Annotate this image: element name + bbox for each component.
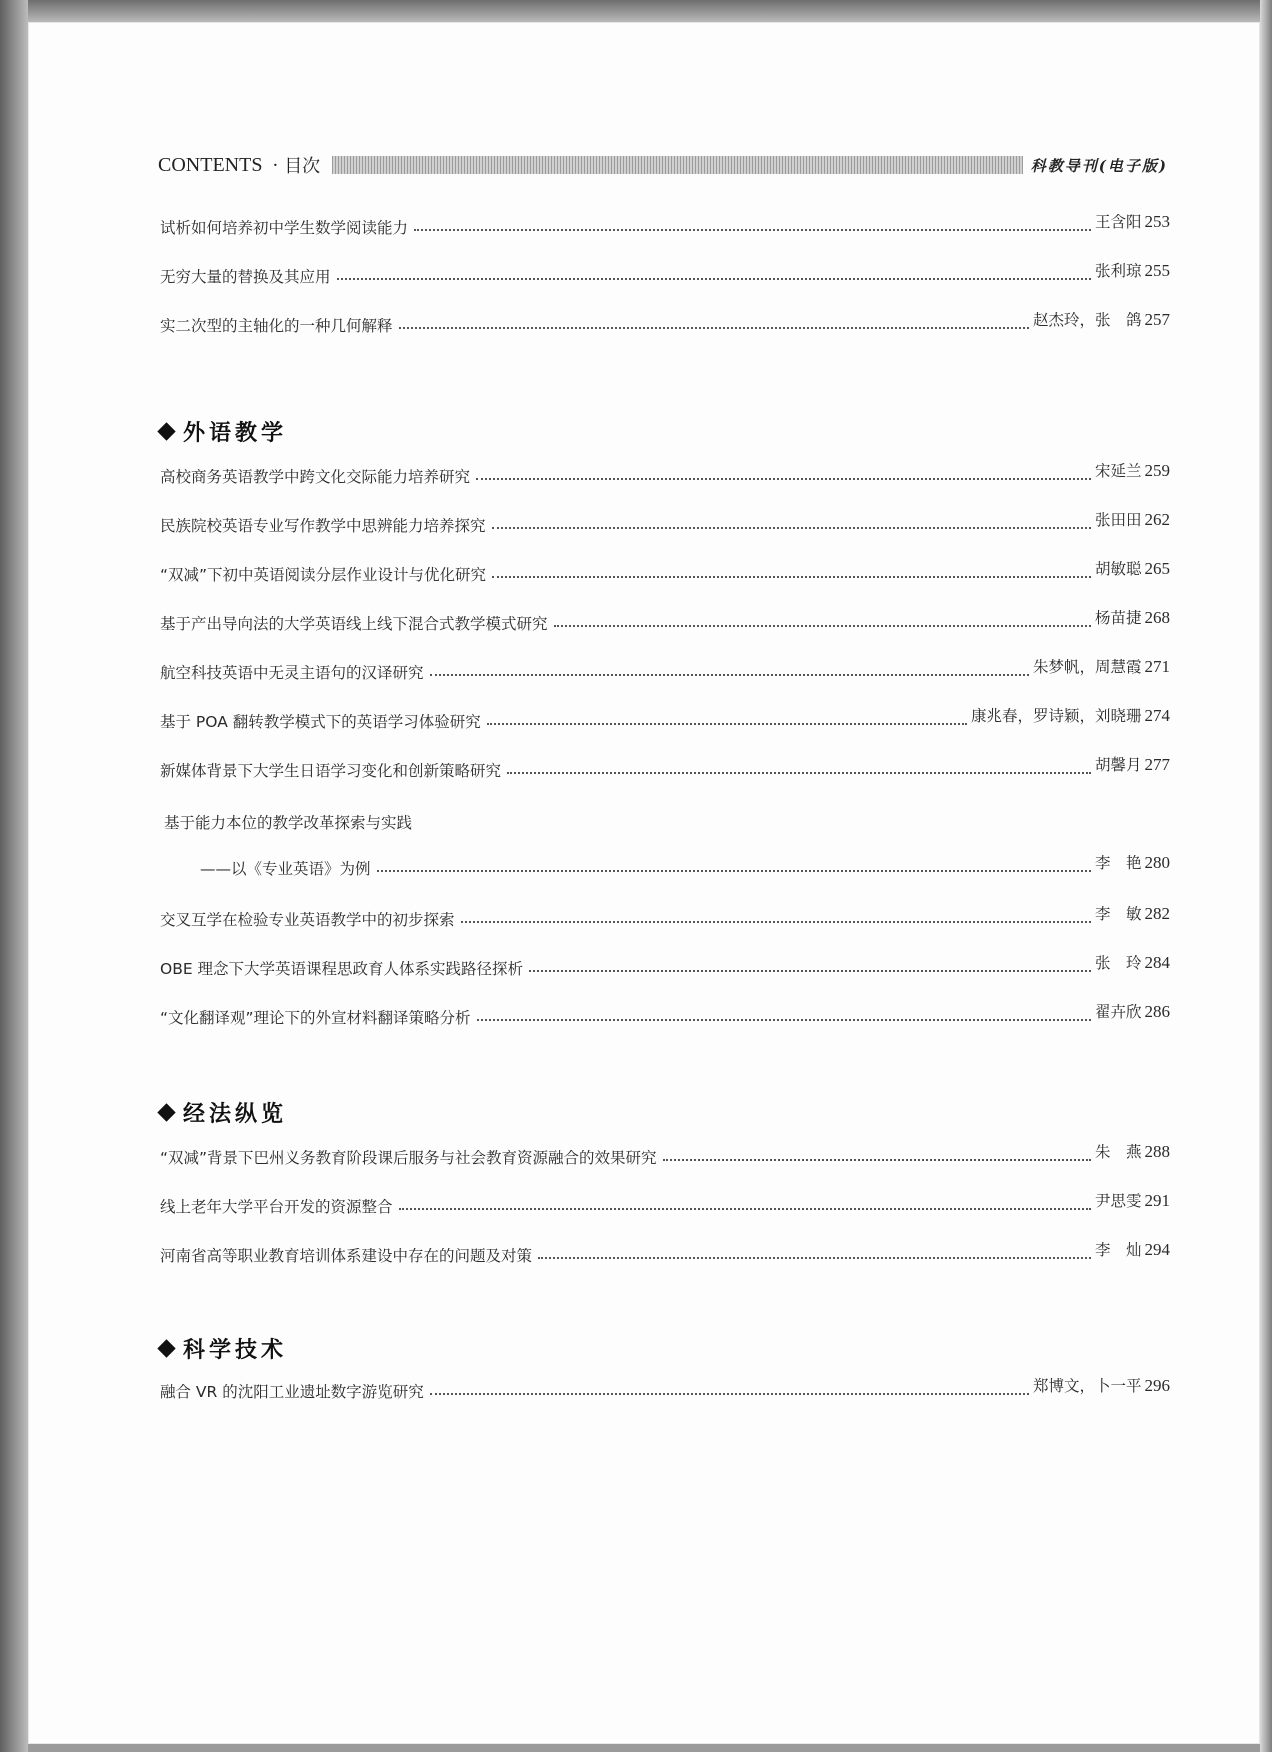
entry-authors: 张田田	[1094, 511, 1142, 529]
entry-title: 民族院校英语专业写作教学中思辨能力培养探究	[160, 517, 486, 535]
entry-title: OBE 理念下大学英语课程思政育人体系实践路径探析	[160, 960, 524, 978]
entry-authors: 翟卉欣	[1094, 1003, 1142, 1021]
dot-leader	[476, 478, 1091, 480]
entry-authors: 张利琼	[1094, 262, 1142, 280]
journal-name: 科教导刊(电子版)	[1030, 156, 1168, 175]
entry-title: 试析如何培养初中学生数学阅读能力	[160, 219, 409, 237]
toc-entry[interactable]	[160, 1138, 1170, 1168]
toc-entry[interactable]	[160, 208, 1170, 238]
entry-authors: 李 敏	[1094, 905, 1142, 923]
entry-subtitle: ——以《专业英语》为例	[200, 860, 371, 878]
page-header	[158, 150, 1168, 180]
diamond-bullet-icon	[157, 1339, 175, 1357]
toc-entry[interactable]	[160, 555, 1170, 585]
toc-entry[interactable]	[160, 604, 1170, 634]
dot-leader	[337, 278, 1091, 280]
entry-authors: 杨苗捷	[1094, 609, 1142, 627]
entry-authors: 尹思雯	[1094, 1192, 1142, 1210]
dot-leader	[507, 772, 1091, 774]
entry-authors: 胡敏聪	[1094, 560, 1142, 578]
header-decorative-bar	[332, 156, 1023, 174]
entry-title: 基于产出导向法的大学英语线上线下混合式教学模式研究	[160, 615, 548, 633]
dot-leader	[529, 970, 1091, 972]
entry-title: 融合 VR 的沈阳工业遗址数字游览研究	[160, 1383, 424, 1401]
entry-authors: 王含阳	[1094, 213, 1142, 231]
entry-page: 280	[1144, 853, 1170, 872]
entry-authors: 胡馨月	[1094, 756, 1142, 774]
toc-entry[interactable]	[160, 1187, 1170, 1217]
entry-title: 河南省高等职业教育培训体系建设中存在的问题及对策	[160, 1247, 533, 1265]
dot-leader	[377, 870, 1091, 872]
entry-title: “双减”背景下巴州义务教育阶段课后服务与社会教育资源融合的效果研究	[160, 1149, 657, 1167]
dot-leader	[430, 674, 1029, 676]
header-separator: ·	[272, 154, 279, 176]
entry-authors: 朱梦帆，周慧霞	[1032, 658, 1142, 676]
section-title: 外语教学	[183, 421, 288, 446]
toc-entry[interactable]	[160, 1236, 1170, 1266]
section-heading	[160, 1097, 287, 1128]
entry-title: 高校商务英语教学中跨文化交际能力培养研究	[160, 468, 471, 486]
section-heading	[160, 416, 287, 447]
entry-page: 271	[1144, 657, 1170, 676]
toc-entry[interactable]	[160, 751, 1170, 781]
entry-page: 277	[1144, 755, 1170, 774]
toc-entry[interactable]	[160, 1372, 1170, 1402]
dot-leader	[538, 1257, 1091, 1259]
entry-authors: 张 玲	[1094, 954, 1142, 972]
entry-page: 253	[1144, 212, 1170, 231]
dot-leader	[492, 527, 1091, 529]
entry-page: 257	[1144, 310, 1170, 329]
entry-page: 268	[1144, 608, 1170, 627]
toc-entry[interactable]	[160, 653, 1170, 683]
entry-title-line[interactable]: 基于能力本位的教学改革探索与实践	[164, 814, 413, 832]
toc-entry[interactable]	[160, 306, 1170, 336]
entry-authors: 郑博文，卜一平	[1032, 1377, 1142, 1395]
toc-entry[interactable]	[160, 257, 1170, 287]
entry-title: “文化翻译观”理论下的外宣材料翻译策略分析	[160, 1009, 471, 1027]
entry-page: 284	[1144, 953, 1170, 972]
entry-authors: 康兆春，罗诗颖，刘晓珊	[970, 707, 1142, 725]
entry-title: 实二次型的主轴化的一种几何解释	[160, 317, 393, 335]
dot-leader	[487, 723, 967, 725]
entry-title: 无穷大量的替换及其应用	[160, 268, 331, 286]
toc-entry[interactable]	[160, 949, 1170, 979]
scan-edge-top	[0, 0, 1272, 22]
entry-title: 线上老年大学平台开发的资源整合	[160, 1198, 393, 1216]
dot-leader	[399, 1208, 1091, 1210]
scan-edge-left	[0, 0, 28, 1752]
section-heading	[160, 1333, 287, 1364]
toc-entry-subtitle[interactable]	[200, 849, 1170, 879]
diamond-bullet-icon	[157, 422, 175, 440]
entry-page: 262	[1144, 510, 1170, 529]
dot-leader	[430, 1393, 1029, 1395]
entry-title: 航空科技英语中无灵主语句的汉译研究	[160, 664, 424, 682]
entry-page: 274	[1144, 706, 1170, 725]
toc-entry[interactable]	[160, 457, 1170, 487]
toc-entry[interactable]	[160, 900, 1170, 930]
dot-leader	[414, 229, 1091, 231]
entry-authors: 李 灿	[1094, 1241, 1142, 1259]
dot-leader	[554, 625, 1091, 627]
entry-page: 255	[1144, 261, 1170, 280]
entry-title: 交叉互学在检验专业英语教学中的初步探索	[160, 911, 455, 929]
section-title: 科学技术	[183, 1338, 288, 1363]
section-title: 经法纵览	[183, 1102, 288, 1127]
entry-page: 296	[1144, 1376, 1170, 1395]
entry-authors: 赵杰玲，张 鸽	[1032, 311, 1142, 329]
entry-title: “双减”下初中英语阅读分层作业设计与优化研究	[160, 566, 487, 584]
dot-leader	[461, 921, 1091, 923]
toc-entry[interactable]	[160, 998, 1170, 1028]
entry-page: 291	[1144, 1191, 1170, 1210]
entry-page: 259	[1144, 461, 1170, 480]
dot-leader	[399, 327, 1029, 329]
diamond-bullet-icon	[157, 1103, 175, 1121]
entry-authors: 李 艳	[1094, 854, 1142, 872]
entry-title: 基于 POA 翻转教学模式下的英语学习体验研究	[160, 713, 481, 731]
toc-entry[interactable]	[160, 702, 1170, 732]
dot-leader	[477, 1019, 1091, 1021]
entry-page: 282	[1144, 904, 1170, 923]
scan-edge-right	[1260, 0, 1272, 1752]
entry-page: 288	[1144, 1142, 1170, 1161]
contents-label: CONTENTS	[158, 153, 263, 176]
entry-page: 286	[1144, 1002, 1170, 1021]
dot-leader	[663, 1159, 1091, 1161]
mulu-label: 目次	[284, 156, 321, 177]
entry-title: 新媒体背景下大学生日语学习变化和创新策略研究	[160, 762, 502, 780]
entry-authors: 朱 燕	[1094, 1143, 1142, 1161]
entry-page: 265	[1144, 559, 1170, 578]
entry-authors: 宋延兰	[1094, 462, 1142, 480]
entry-page: 294	[1144, 1240, 1170, 1259]
toc-entry[interactable]	[160, 506, 1170, 536]
dot-leader	[492, 576, 1091, 578]
